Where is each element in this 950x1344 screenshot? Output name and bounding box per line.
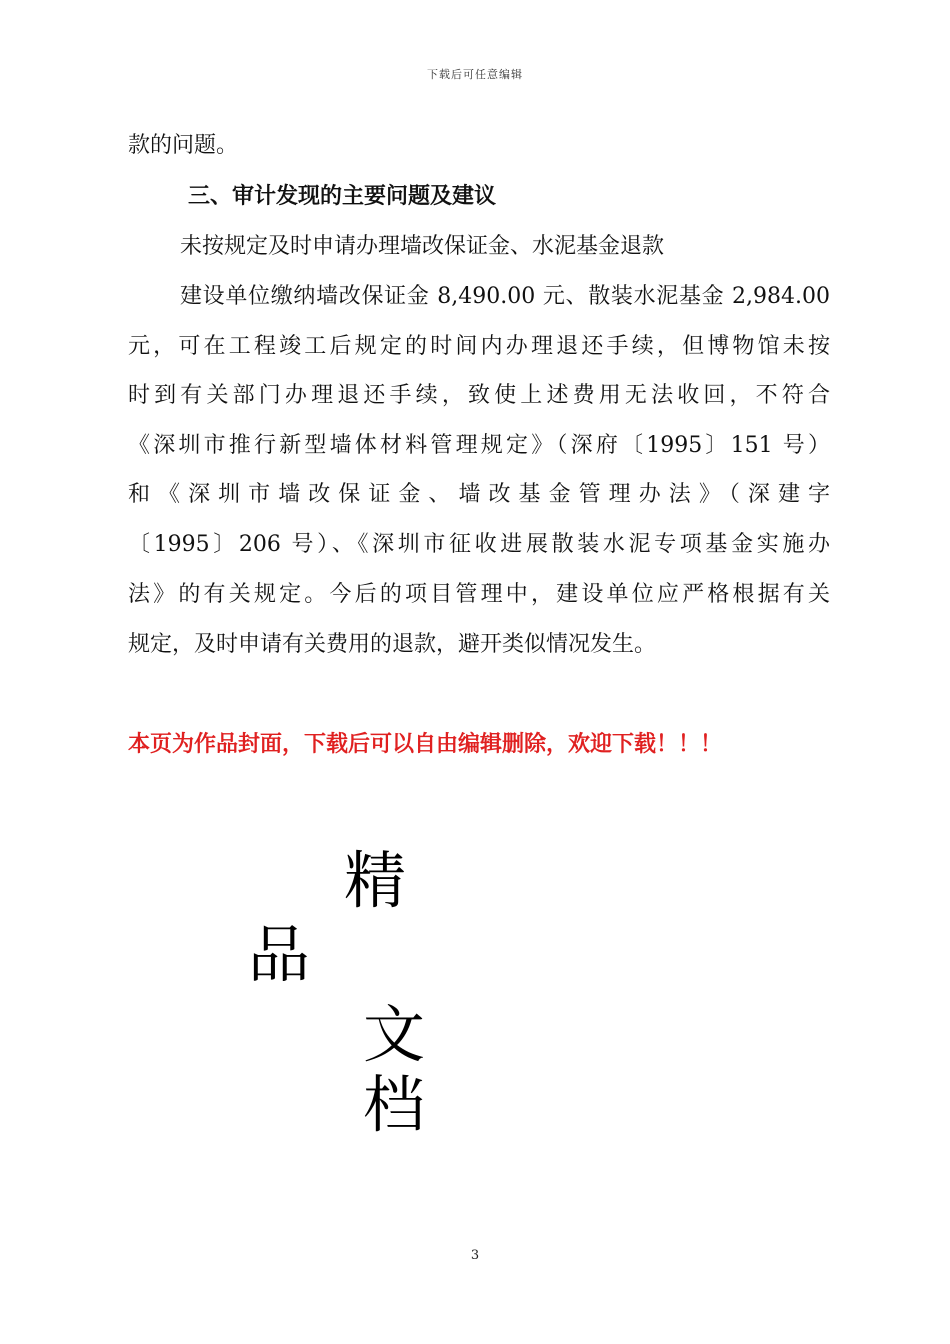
page-number: 3	[470, 1248, 480, 1263]
paragraph-line-8: 规定，及时申请有关费用的退款，避开类似情况发生。	[128, 632, 657, 657]
paragraph-line-4: 《深圳市推行新型墙体材料管理规定》（深府〔1995〕151 号）	[128, 433, 830, 458]
title-char-jing: 精	[344, 844, 407, 917]
section-heading: 三、审计发现的主要问题及建议	[188, 184, 497, 209]
title-char-wen: 文	[363, 998, 426, 1071]
paragraph-line-2: 元，可在工程竣工后规定的时间内办理退还手续，但博物馆未按	[128, 334, 830, 359]
paragraph-line-6: 〔1995〕206 号）、《深圳市征收进展散装水泥专项基金实施办	[128, 532, 830, 557]
subheading: 未按规定及时申请办理墙改保证金、水泥基金退款	[180, 234, 665, 259]
paragraph-continuation: 款的问题。	[128, 133, 239, 158]
paragraph-line-7: 法》的有关规定。今后的项目管理中，建设单位应严格根据有关	[128, 582, 830, 607]
title-char-dang: 档	[363, 1068, 426, 1141]
page-header: 下载后可任意编辑	[427, 68, 523, 81]
paragraph-line-5: 和《深圳市墙改保证金、墙改基金管理办法》（深建字	[128, 482, 830, 507]
cover-notice: 本页为作品封面，下载后可以自由编辑删除，欢迎下载！！！	[128, 732, 723, 757]
paragraph-line-1: 建设单位缴纳墙改保证金 8,490.00 元、散装水泥基金 2,984.00	[180, 284, 830, 309]
paragraph-line-3: 时到有关部门办理退还手续，致使上述费用无法收回，不符合	[128, 383, 830, 408]
title-char-pin: 品	[248, 918, 311, 991]
